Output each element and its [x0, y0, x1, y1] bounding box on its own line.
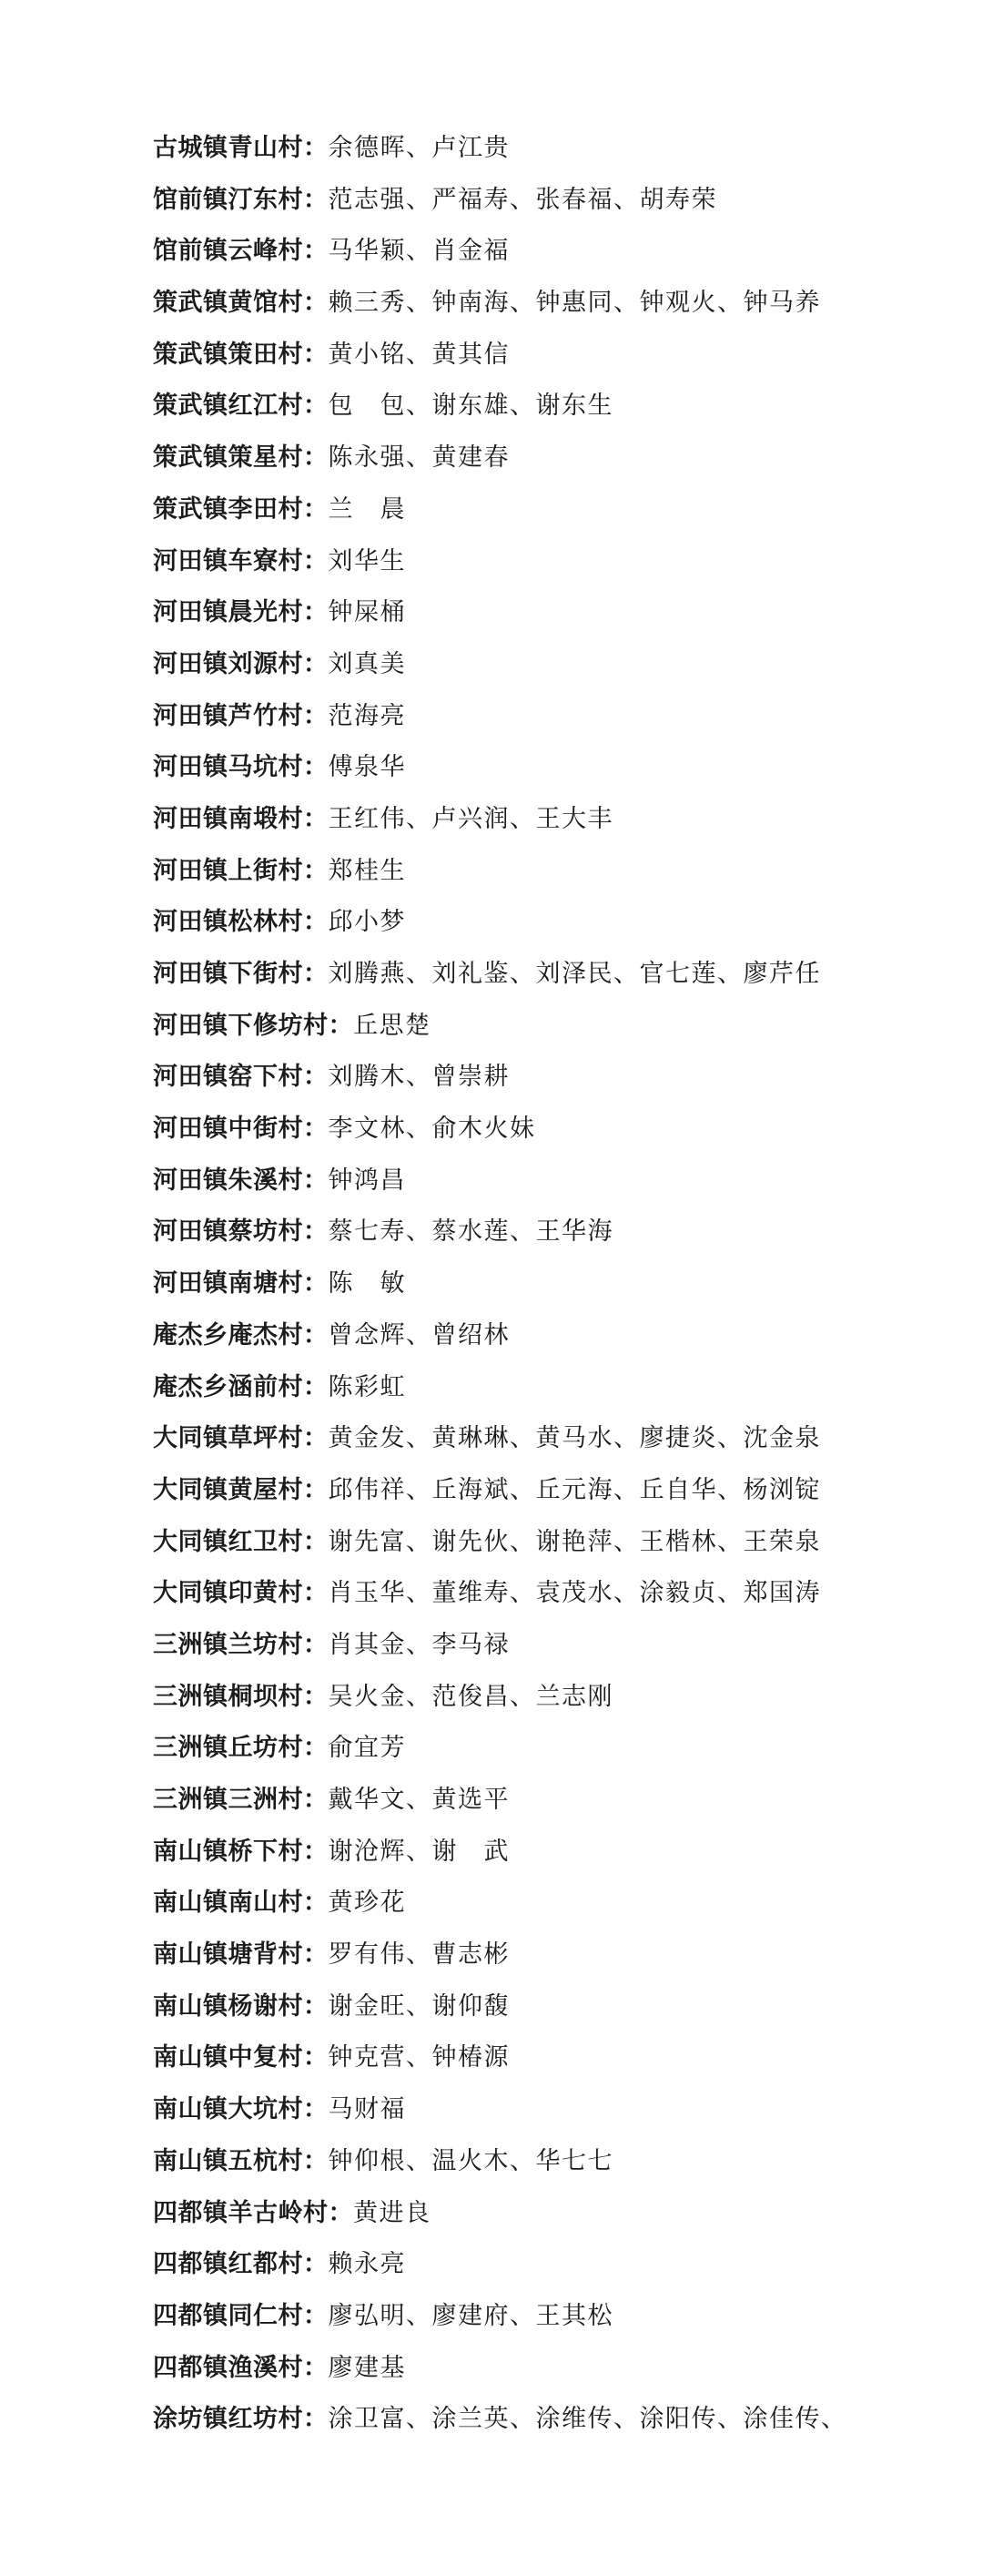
- village-label: 南山镇塘背村：: [153, 1940, 329, 1970]
- list-item: [153, 1156, 954, 1207]
- person-names: 刘腾燕、刘礼鉴、刘泽民、官七莲、廖芹任: [328, 960, 821, 988]
- person-names: 丘思楚: [353, 1011, 431, 1040]
- list-item: [153, 381, 954, 433]
- person-names: 钟仰根、温火木、华七七: [328, 2146, 613, 2175]
- village-label: 河田镇上街村：: [153, 856, 329, 885]
- list-item: [153, 1878, 954, 1929]
- person-names: 范志强、严福寿、张春福、胡寿荣: [328, 185, 717, 214]
- village-label: 河田镇马坑村：: [153, 753, 329, 782]
- village-label: 四都镇羊古岭村：: [153, 2198, 353, 2227]
- village-label: 策武镇策星村：: [153, 443, 329, 473]
- list-item: [153, 1104, 954, 1156]
- list-item: [153, 691, 954, 743]
- village-label: 河田镇下修坊村：: [153, 1011, 353, 1040]
- village-name-list: [153, 123, 954, 2446]
- village-label: 馆前镇云峰村：: [153, 237, 329, 266]
- person-names: 陈 敏: [328, 1269, 406, 1298]
- list-item: [153, 2084, 954, 2136]
- person-names: 钟屎桶: [328, 598, 406, 627]
- person-names: 黄珍花: [328, 1889, 406, 1918]
- list-item: [153, 897, 954, 949]
- village-label: 馆前镇汀东村：: [153, 185, 329, 214]
- list-item: [153, 1929, 954, 1981]
- village-label: 南山镇南山村：: [153, 1889, 329, 1918]
- list-item: [153, 846, 954, 898]
- person-names: 刘腾木、曾崇耕: [328, 1063, 510, 1092]
- list-item: [153, 1568, 954, 1620]
- person-names: 赖三秀、钟南海、钟惠同、钟观火、钟马养: [328, 289, 821, 318]
- list-item: [153, 1052, 954, 1104]
- village-label: 南山镇五杭村：: [153, 2146, 329, 2175]
- person-names: 刘华生: [328, 546, 406, 575]
- list-item: [153, 278, 954, 330]
- village-label: 大同镇印黄村：: [153, 1579, 329, 1608]
- village-label: 南山镇中复村：: [153, 2043, 329, 2072]
- person-names: 钟克营、钟椿源: [328, 2043, 510, 2072]
- person-names: 廖建基: [328, 2353, 406, 2382]
- village-label: 策武镇策田村：: [153, 340, 329, 369]
- list-item: [153, 1310, 954, 1362]
- village-label: 四都镇同仁村：: [153, 2301, 329, 2330]
- person-names: 邱伟祥、丘海斌、丘元海、丘自华、杨浏锭: [328, 1475, 821, 1504]
- person-names: 陈永强、黄建春: [328, 443, 510, 473]
- village-label: 策武镇黄馆村：: [153, 289, 329, 318]
- list-item: [153, 175, 954, 227]
- person-names: 李文林、俞木火妹: [328, 1115, 536, 1144]
- village-label: 南山镇杨谢村：: [153, 1991, 329, 2021]
- village-label: 四都镇渔溪村：: [153, 2353, 329, 2382]
- person-names: 兰 晨: [328, 494, 406, 524]
- person-names: 黄进良: [353, 2198, 431, 2227]
- list-item: [153, 123, 954, 175]
- person-names: 罗有伟、曹志彬: [328, 1940, 510, 1970]
- list-item: [153, 2343, 954, 2395]
- village-label: 河田镇南塅村：: [153, 804, 329, 833]
- village-label: 四都镇红都村：: [153, 2250, 329, 2279]
- village-label: 策武镇红江村：: [153, 392, 329, 421]
- person-names: 郑桂生: [328, 856, 406, 885]
- person-names: 俞宜芳: [328, 1734, 406, 1763]
- list-item: [153, 433, 954, 484]
- village-label: 河田镇晨光村：: [153, 598, 329, 627]
- list-item: [153, 536, 954, 588]
- list-item: [153, 1258, 954, 1310]
- person-names: 黄金发、黄琳琳、黄马水、廖捷炎、沈金泉: [328, 1424, 821, 1453]
- village-label: 大同镇红卫村：: [153, 1527, 329, 1556]
- person-names: 蔡七寿、蔡水莲、王华海: [328, 1217, 613, 1247]
- list-item: [153, 1620, 954, 1672]
- village-label: 河田镇朱溪村：: [153, 1166, 329, 1195]
- person-names: 赖永亮: [328, 2250, 406, 2279]
- village-label: 河田镇南塘村：: [153, 1269, 329, 1298]
- list-item: [153, 1362, 954, 1414]
- list-item: [153, 2032, 954, 2084]
- village-label: 河田镇窑下村：: [153, 1063, 329, 1092]
- list-item: [153, 1413, 954, 1465]
- list-item: [153, 1001, 954, 1053]
- list-item: [153, 1775, 954, 1827]
- list-item: [153, 2136, 954, 2188]
- list-item: [153, 587, 954, 639]
- list-item: [153, 1723, 954, 1775]
- village-label: 涂坊镇红坊村：: [153, 2405, 329, 2434]
- list-item: [153, 1672, 954, 1724]
- person-names: 曾念辉、曾绍林: [328, 1320, 510, 1349]
- list-item: [153, 1827, 954, 1879]
- list-item: [153, 2188, 954, 2240]
- village-label: 河田镇松林村：: [153, 908, 329, 937]
- person-names: 邱小梦: [328, 908, 406, 937]
- village-label: 河田镇蔡坊村：: [153, 1217, 329, 1247]
- list-item: [153, 2239, 954, 2291]
- list-item: [153, 1981, 954, 2033]
- village-label: 大同镇草坪村：: [153, 1424, 329, 1453]
- person-names: 谢沧辉、谢 武: [328, 1837, 510, 1866]
- village-label: 三洲镇丘坊村：: [153, 1734, 329, 1763]
- person-names: 刘真美: [328, 649, 406, 678]
- list-item: [153, 2291, 954, 2343]
- village-label: 大同镇黄屋村：: [153, 1475, 329, 1504]
- person-names: 钟鸿昌: [328, 1166, 406, 1195]
- village-label: 河田镇刘源村：: [153, 649, 329, 678]
- person-names: 傅泉华: [328, 753, 406, 782]
- person-names: 肖其金、李马禄: [328, 1630, 510, 1659]
- person-names: 包 包、谢东雄、谢东生: [328, 392, 613, 421]
- list-item: [153, 330, 954, 382]
- village-label: 庵杰乡涵前村：: [153, 1372, 329, 1401]
- village-label: 河田镇中街村：: [153, 1115, 329, 1144]
- list-item: [153, 2394, 954, 2446]
- village-label: 古城镇青山村：: [153, 134, 329, 162]
- list-item: [153, 1207, 954, 1258]
- list-item: [153, 1465, 954, 1517]
- village-label: 三洲镇兰坊村：: [153, 1630, 329, 1659]
- person-names: 陈彩虹: [328, 1372, 406, 1401]
- village-label: 庵杰乡庵杰村：: [153, 1320, 329, 1349]
- list-item: [153, 794, 954, 846]
- person-names: 范海亮: [328, 701, 406, 730]
- person-names: 肖玉华、董维寿、袁茂水、涂毅贞、郑国涛: [328, 1579, 821, 1608]
- list-item: [153, 1517, 954, 1569]
- village-label: 河田镇车寮村：: [153, 546, 329, 575]
- list-item: [153, 949, 954, 1001]
- village-label: 河田镇下街村：: [153, 960, 329, 988]
- village-label: 三洲镇三洲村：: [153, 1786, 329, 1814]
- person-names: 马财福: [328, 2095, 406, 2124]
- person-names: 戴华文、黄选平: [328, 1786, 510, 1814]
- person-names: 廖弘明、廖建府、王其松: [328, 2301, 613, 2330]
- person-names: 谢金旺、谢仰馥: [328, 1991, 510, 2021]
- list-item: [153, 484, 954, 536]
- person-names: 黄小铭、黄其信: [328, 340, 510, 369]
- village-label: 河田镇芦竹村：: [153, 701, 329, 730]
- person-names: 吴火金、范俊昌、兰志刚: [328, 1682, 613, 1711]
- person-names: 余德晖、卢江贵: [328, 134, 510, 162]
- village-label: 南山镇大坑村：: [153, 2095, 329, 2124]
- person-names: 谢先富、谢先伙、谢艳萍、王楷林、王荣泉: [328, 1527, 821, 1556]
- list-item: [153, 639, 954, 691]
- person-names: 马华颖、肖金福: [328, 237, 510, 266]
- village-label: 三洲镇桐坝村：: [153, 1682, 329, 1711]
- person-names: 涂卫富、涂兰英、涂维传、涂阳传、涂佳传、: [328, 2405, 847, 2434]
- person-names: 王红伟、卢兴润、王大丰: [328, 804, 613, 833]
- list-item: [153, 742, 954, 794]
- list-item: [153, 226, 954, 278]
- village-label: 策武镇李田村：: [153, 494, 329, 524]
- village-label: 南山镇桥下村：: [153, 1837, 329, 1866]
